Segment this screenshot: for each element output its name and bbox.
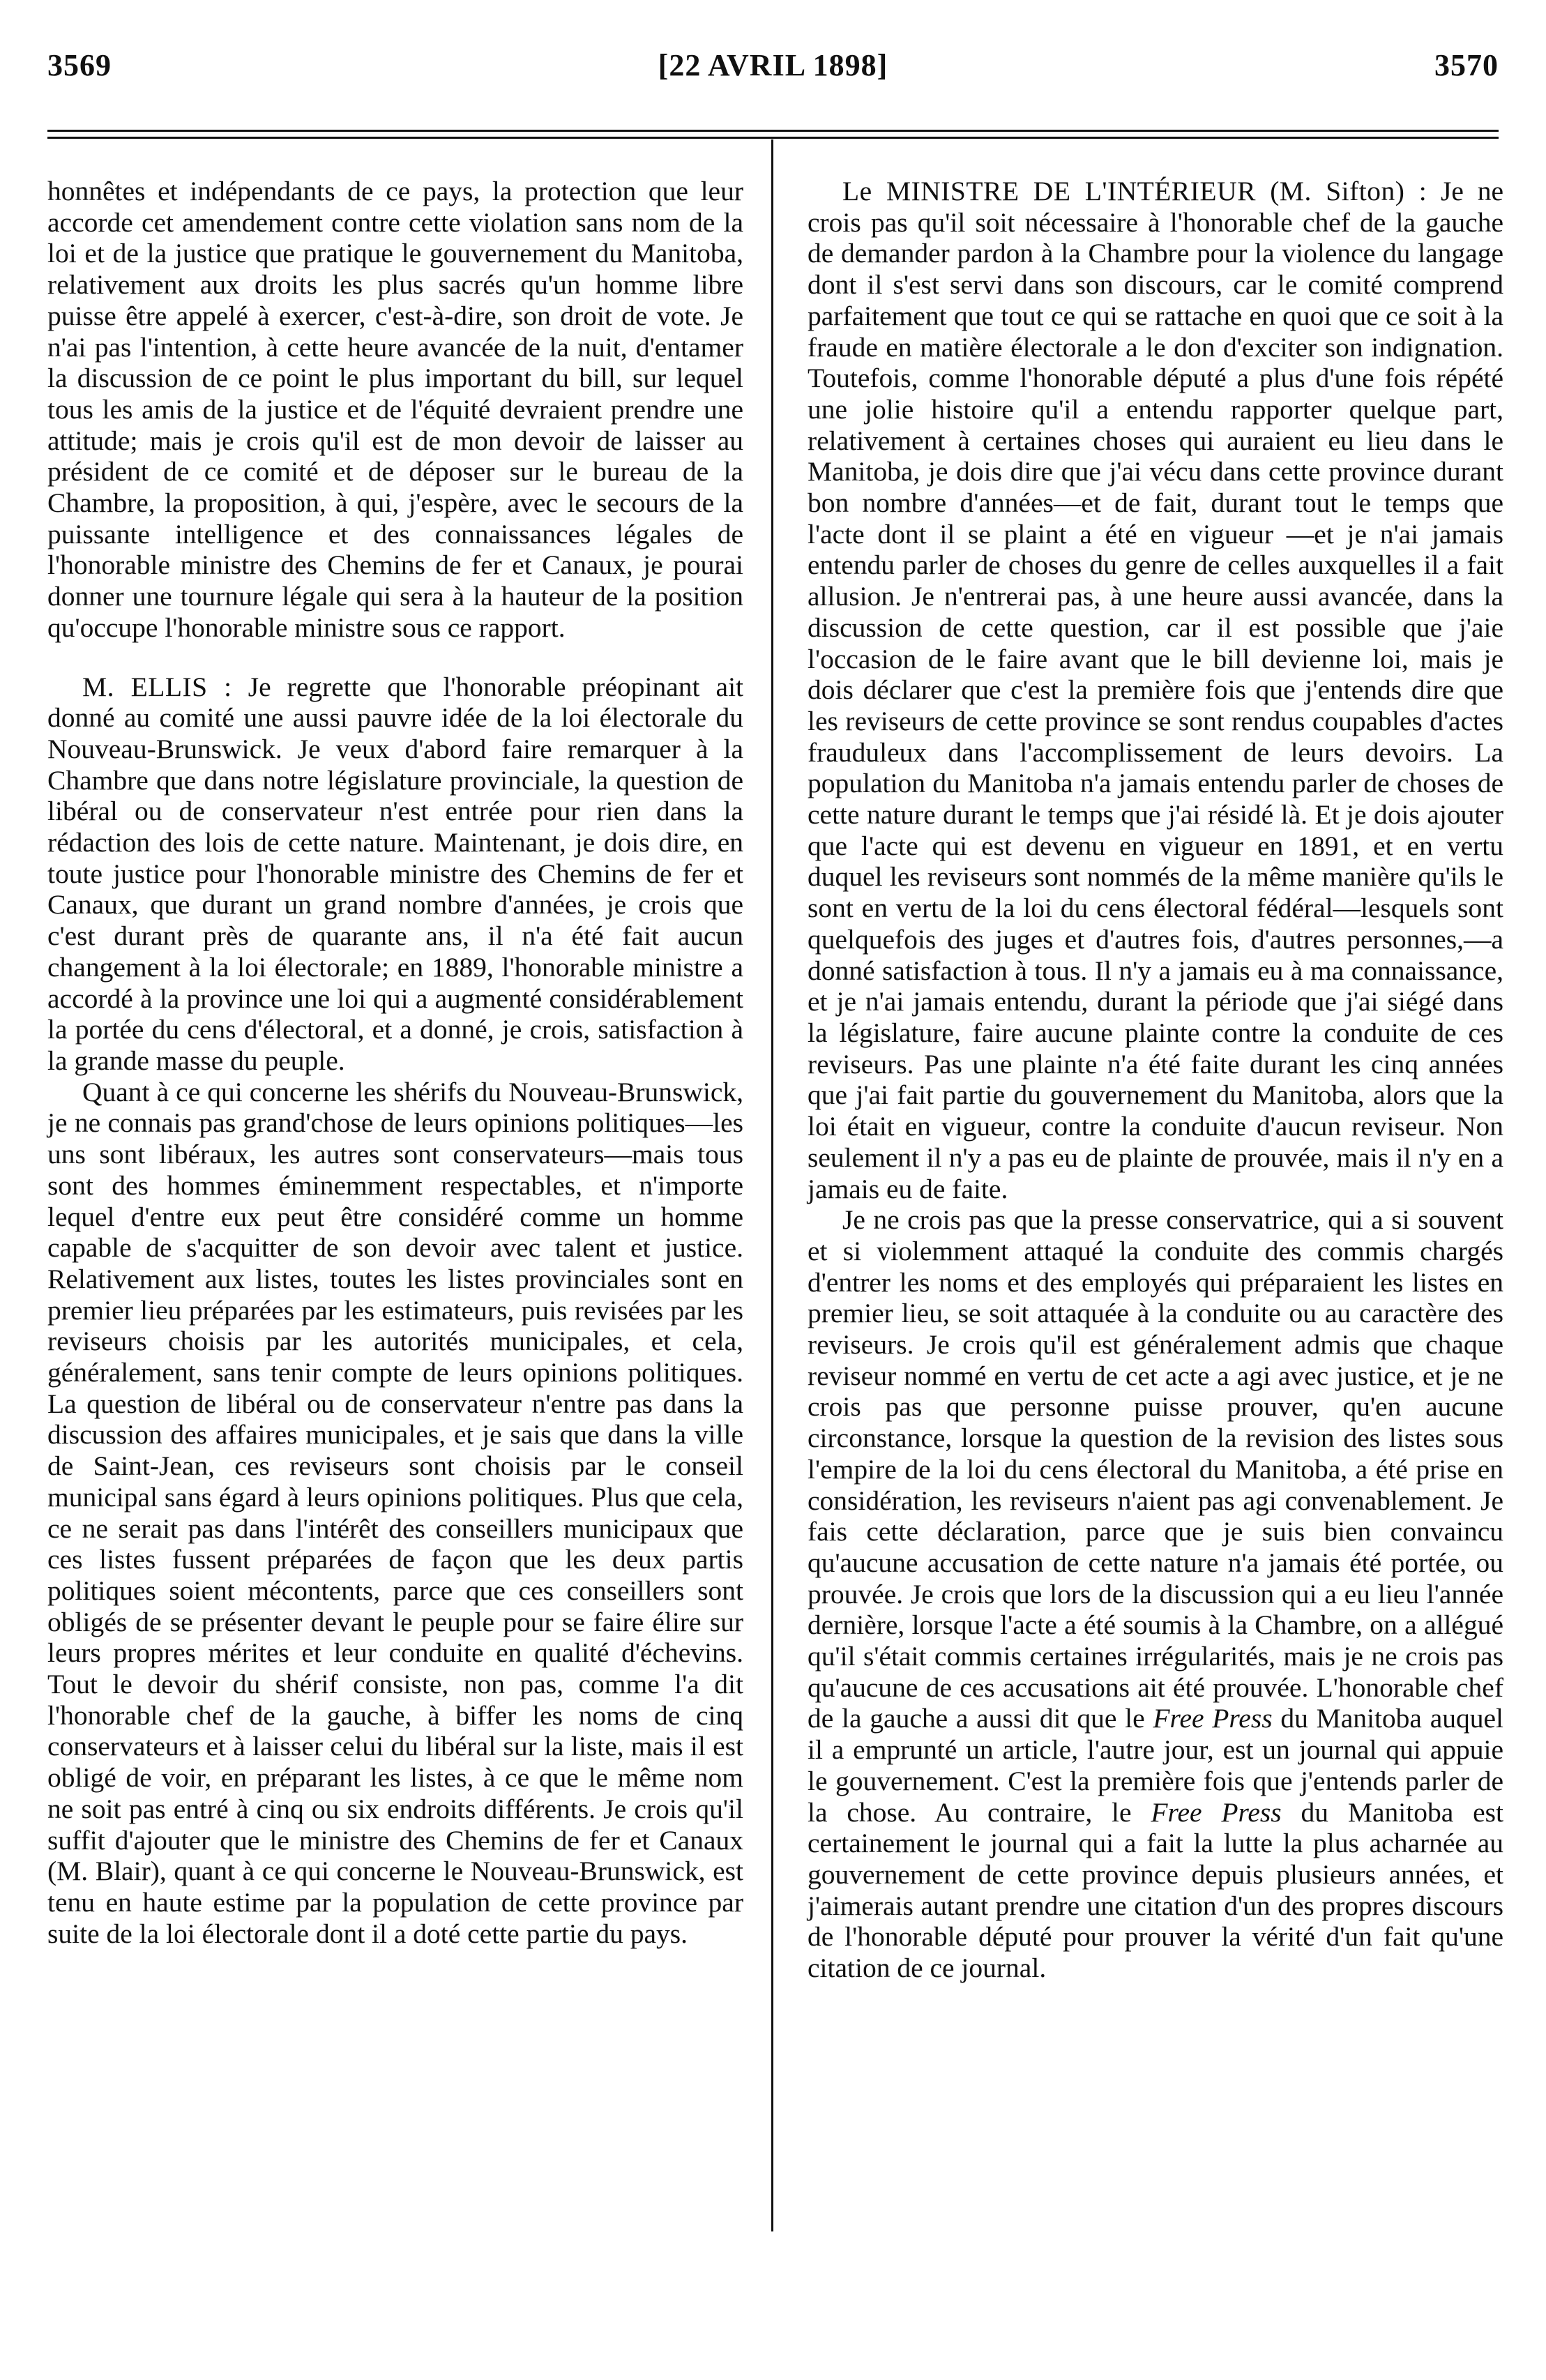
speech-text: du Manitoba est certainement le journal qui a fait la lutte la plus acharnée au gouvernement de cette province depuis plusieurs années, et j'aimerais autant prendre une citation d'un des propres discours de l'honorable député pour prouver la vérité d'un fait qu'une citation de ce journal. xyxy=(808,1796,1504,1984)
left-column xyxy=(47,176,743,1949)
header-rule-top xyxy=(47,130,1499,132)
paragraph xyxy=(808,1204,1503,1984)
speaker-name: Le MINISTRE DE L'INTÉRIEUR (M. Sifton) : xyxy=(842,176,1427,206)
newspaper-title: Free Press xyxy=(1153,1703,1273,1734)
speaker-name: M. ELLIS : xyxy=(82,671,232,702)
page-number-left: 3569 xyxy=(47,48,112,82)
speech-text: Je ne crois pas que la presse conservatrice, qui a si souvent et si violemment attaqué la conduite des commis chargés d'entrer les noms et des employés qui préparaient les listes en premier lieu, se soit attaquée à la conduite ou au caractère des reviseurs. Je crois qu'il est généralement admis que chaque reviseur nommé en vertu de cet acte a agi avec justice, et je ne crois pas que personne puisse prouver, qu'en aucune circonstance, lorsque la question de la revision des listes sous l'empire de la loi du cens électoral du Manitoba, a été prise en considération, les reviseurs n'aient pas agi convenablement. Je fais cette déclaration, parce que je suis bien convaincu qu'aucune accusation de cette nature n'a jamais été portée, ou prouvée. Je crois que lors de la discussion qui a eu lieu l'année dernière, lorsque l'acte a été soumis à la Chambre, on a allégué qu'il s'était commis certaines irrégularités, mais je ne crois pas qu'aucune de ces accusations ait été prouvée. L'honorable chef de la gauche a aussi dit que le xyxy=(808,1204,1503,1734)
page-number-right: 3570 xyxy=(1434,48,1499,82)
right-column xyxy=(808,176,1503,1984)
column-divider xyxy=(771,139,773,2231)
speech-text: du Manitoba auquel il a emprunté un article, l'autre jour, est un journal qui appuie le gouvernement. C'est la première fois que j'entends parler de la chose. Au contraire, le xyxy=(808,1703,1503,1828)
speech-text: Je regrette que l'honorable préopinant ait donné au comité une aussi pauvre idée de la loi électorale du Nouveau-Brunswick. Je veux d'abord faire remarquer à la Chambre que dans notre législature provinciale, la question de libéral ou de conservateur n'est entrée pour rien dans la rédaction des lois de cette nature. Maintenant, je dois dire, en toute justice pour l'honorable ministre des Chemins de fer et Canaux, que durant un grand nombre d'années, je crois que c'est durant près de quarante ans, il n'a été fait aucun changement à la loi électorale; en 1889, l'honorable ministre a accordé à la province une loi qui a augmenté considérablement la portée du cens d'électoral, et a donné, je crois, satisfaction à la grande masse du peuple. xyxy=(47,671,744,1076)
page-header xyxy=(47,47,1499,89)
paragraph: Quant à ce qui concerne les shérifs du Nouveau-Brunswick, je ne connais pas grand'chose de leurs opinions politiques—les uns sont libéraux, les autres sont conservateurs—mais tous sont des hommes éminemment respectables, et n'importe lequel d'entre eux peut être considéré comme un homme capable de s'acquitter de son devoir avec talent et justice. Relativement aux listes, toutes les listes provinciales sont en premier lieu préparées par les estimateurs, puis revisées par les reviseurs choisis par les autorités municipales, et cela, généralement, sans tenir compte de leurs opinions politiques. La question de libéral ou de conservateur n'entre pas dans la discussion des affaires municipales, et je sais que dans la ville de Saint-Jean, ces reviseurs sont choisis par le conseil municipal sans égard à leurs opinions politiques. Plus que cela, ce ne serait pas dans l'intérêt des conseillers municipaux que ces listes fussent préparées de façon que les deux partis politiques soient mécontents, parce que ces conseillers sont obligés de se présenter devant le peuple pour se faire élire sur leurs propres mérites et leur conduite en qualité d'échevins. Tout le devoir du shérif consiste, non pas, comme l'a dit l'honorable chef de la gauche, à biffer les noms de cinq conservateurs et à laisser celui du libéral sur la liste, mais il est obligé de voir, en préparant les listes, à ce que le même nom ne soit pas entré à cinq ou six endroits différents. Je crois qu'il suffit d'ajouter que le ministre des Chemins de fer et Canaux (M. Blair), quant à ce qui concerne le Nouveau-Brunswick, est tenu en haute estime par la population de cette province par suite de la loi électorale dont il a doté cette partie du pays. xyxy=(47,1076,743,1949)
newspaper-title: Free Press xyxy=(1151,1796,1282,1828)
paragraph xyxy=(47,672,743,1077)
speech-text: Je ne crois pas qu'il soit nécessaire à l'honorable chef de la gauche de demander pardon à la Chambre pour la violence du langage dont il s'est servi dans son discours, car le comité comprend parfaitement que tout ce qui se rattache en quoi que ce soit à la fraude en matière électorale a le don d'exciter son indignation. Toutefois, comme l'honorable député a plus d'une fois répété une jolie histoire qu'il a entendu rapporter quelque part, relativement à certaines choses qui auraient eu lieu dans le Manitoba, je dois dire que j'ai vécu dans cette province durant bon nombre d'années—et de fait, durant tout le temps que l'acte dont il se plaint a été en vigueur —et je n'ai jamais entendu parler de choses du genre de celles auxquelles il a fait allusion. Je n'entrerai pas, à une heure aussi avancée, dans la discussion de cette question, car il est possible que j'aie l'occasion de le faire avant que le bill devienne loi, mais je dois déclarer que c'est la première fois que j'entends dire que les reviseurs de cette province se sont rendus coupables d'actes frauduleux dans l'accomplissement de leurs devoirs. La population du Manitoba n'a jamais entendu parler de choses de cette nature durant le temps que j'ai résidé là. Et je dois ajouter que l'acte qui est devenu en vigueur en 1891, et en vertu duquel les reviseurs sont nommés de la même manière qu'ils le sont en vertu de la loi du cens électoral fédéral—lesquels sont quelquefois des juges et d'autres fois, d'autres personnes,—a donné satisfaction à tous. Il n'y a jamais eu à ma connaissance, et je n'ai jamais entendu, durant la période que j'ai siégé dans la législature, faire aucune plainte contre la conduite de ces reviseurs. Pas une plainte n'a été faite durant les cinq années que j'ai fait partie du gouvernement du Manitoba, alors que la loi était en vigueur, contre la conduite d'aucun reviseur. Non seulement il n'y a pas eu de plainte de prouvée, mais il n'y en a jamais eu de faite. xyxy=(808,176,1504,1204)
header-date: [22 AVRIL 1898] xyxy=(658,48,888,82)
paragraph: honnêtes et indépendants de ce pays, la protection que leur accorde cet amendement contre cette violation sans nom de la loi et de la justice que pratique le gouvernement du Manitoba, relativement aux droits les plus sacrés qu'un homme libre puisse être appelé à exercer, c'est-à-dire, son droit de vote. Je n'ai pas l'intention, à cette heure avancée de la nuit, d'entamer la discussion de ce point le plus important du bill, sur lequel tous les amis de la justice et de l'équité devraient prendre une attitude; mais je crois qu'il est de mon devoir de laisser au président de ce comité et de déposer sur le bureau de la Chambre, la proposition, à qui, j'espère, avec le secours de la puissante intelligence et des connaissances légales de l'honorable ministre des Chemins de fer et Canaux, je pourai donner une tournure légale qui sera à la hauteur de la position qu'occupe l'honorable ministre sous ce rapport. xyxy=(47,176,743,643)
header-rule-bottom xyxy=(47,137,1499,139)
paragraph xyxy=(808,176,1503,1204)
